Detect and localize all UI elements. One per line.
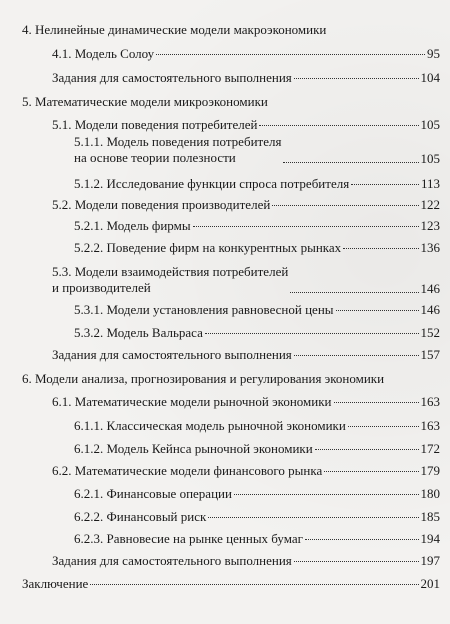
toc-page-number: 105 [420, 117, 440, 132]
toc-leader-dots [294, 78, 419, 79]
toc-leader-dots [272, 205, 418, 206]
toc-page-number: 95 [427, 46, 440, 61]
toc-entry-5-2[interactable] [52, 197, 440, 212]
toc-entry-title: 6.1.2. Модель Кейнса рыночной экономики [74, 441, 313, 456]
toc-leader-dots [324, 471, 418, 472]
toc-entry-title: 6.2.2. Финансовый риск [74, 509, 207, 524]
toc-entry-title: 6.2. Математические модели финансового рынка [52, 463, 323, 478]
toc-entry-6-2[interactable] [52, 463, 440, 478]
toc-leader-dots [336, 310, 419, 311]
toc-entry-5-3-2[interactable] [74, 325, 440, 340]
toc-entry-6-1-2[interactable] [74, 441, 440, 456]
toc-entry-5-2-1[interactable] [74, 218, 440, 233]
toc-page-number: 163 [420, 394, 440, 409]
toc-page-number: 179 [420, 463, 440, 478]
toc-entry-title: 4.1. Модель Солоу [52, 46, 155, 61]
toc-entry-title-line2: на основе теории полезности [74, 150, 236, 165]
toc-leader-dots [90, 584, 418, 585]
toc-entry-title: 5.3.2. Модель Вальраса [74, 325, 203, 340]
toc-leader-dots [334, 402, 419, 403]
toc-leader-dots [283, 162, 418, 163]
toc-page-number: 146 [420, 281, 440, 296]
toc-leader-dots [294, 355, 419, 356]
toc-entry-5-2-2[interactable] [74, 240, 440, 255]
toc-entry-title: 5.2.2. Поведение фирм на конкурентных рынках [74, 240, 342, 255]
toc-entry-6-2-2[interactable] [74, 509, 440, 524]
toc-page-number: 123 [420, 218, 440, 233]
toc-page-number: 104 [420, 70, 440, 85]
toc-entry-title: 6.2.1. Финансовые операции [74, 486, 232, 501]
toc-entry-title: 5.1. Модели поведения потребителей [52, 117, 258, 132]
toc-leader-dots [294, 561, 419, 562]
toc-leader-dots [156, 54, 425, 55]
toc-page-number: 201 [420, 576, 440, 591]
toc-page-number: 113 [420, 176, 440, 191]
toc-entry-6-tasks[interactable] [52, 553, 440, 568]
toc-entry-conclusion[interactable] [22, 576, 440, 591]
toc-leader-dots [305, 539, 419, 540]
toc-entry-title: 6.2.3. Равновесие на рынке ценных бумаг [74, 531, 303, 546]
toc-leader-dots [234, 494, 419, 495]
toc-entry-title: 5.2.1. Модель фирмы [74, 218, 191, 233]
toc-page-number: 185 [420, 509, 440, 524]
toc-page-number: 146 [420, 302, 440, 317]
toc-entry-title: 5.3.1. Модели установления равновесной цены [74, 302, 334, 317]
toc-entry-6-1[interactable] [52, 394, 440, 409]
toc-entry-title [74, 134, 281, 166]
toc-page-number: 105 [420, 151, 440, 166]
toc-leader-dots [290, 292, 418, 293]
toc-page-number: 180 [420, 486, 440, 501]
toc-leader-dots [348, 426, 419, 427]
toc-entry-title: Задания для самостоятельного выполнения [52, 347, 292, 362]
toc-entry-4-tasks[interactable] [52, 70, 440, 85]
toc-entry-title-line1: 5.3. Модели взаимодействия потребителей [52, 264, 289, 279]
toc-entry-title: Задания для самостоятельного выполнения [52, 553, 292, 568]
toc-entry-5-3-1[interactable] [74, 302, 440, 317]
toc-entry-6-2-1[interactable] [74, 486, 440, 501]
toc-entry-title: Заключение [22, 576, 89, 591]
toc-page-number: 122 [420, 197, 440, 212]
toc-leader-dots [343, 248, 418, 249]
toc-page-number: 163 [420, 418, 440, 433]
toc-page-number: 152 [420, 325, 440, 340]
toc-entry-5-1-1[interactable] [74, 134, 440, 166]
toc-page-number: 172 [420, 441, 440, 456]
toc-leader-dots [351, 184, 419, 185]
toc-entry-title: 6.1.1. Классическая модель рыночной экономики [74, 418, 346, 433]
toc-entry-6-2-3[interactable] [74, 531, 440, 546]
toc-entry-title: Задания для самостоятельного выполнения [52, 70, 292, 85]
toc-entry-4-1[interactable] [52, 46, 440, 61]
toc-leader-dots [205, 333, 419, 334]
toc-chapter-4-heading: 4. Нелинейные динамические модели макроэкономики [22, 22, 327, 37]
toc-leader-dots [193, 226, 419, 227]
toc-page-number: 197 [420, 553, 440, 568]
toc-page-number: 157 [420, 347, 440, 362]
toc-entry-title-line2: и производителей [52, 280, 151, 295]
toc-entry-title: 5.1.2. Исследование функции спроса потребителя [74, 176, 350, 191]
toc-entry-5-1-2[interactable] [74, 176, 440, 191]
toc-entry-5-1[interactable] [52, 117, 440, 132]
toc-entry-6-1-1[interactable] [74, 418, 440, 433]
toc-entry-title: 5.2. Модели поведения производителей [52, 197, 271, 212]
toc-chapter-5-heading: 5. Математические модели микроэкономики [22, 94, 268, 109]
toc-entry-5-3[interactable] [52, 264, 440, 296]
toc-page-number: 194 [420, 531, 440, 546]
toc-entry-title [52, 264, 288, 296]
toc-chapter-6-heading: 6. Модели анализа, прогнозирования и регулирования экономики [22, 371, 385, 386]
toc-entry-5-tasks[interactable] [52, 347, 440, 362]
toc-entry-title-line1: 5.1.1. Модель поведения потребителя [74, 134, 282, 149]
toc-entry-title: 6.1. Математические модели рыночной экономики [52, 394, 332, 409]
toc-page-number: 136 [420, 240, 440, 255]
toc-leader-dots [208, 517, 418, 518]
toc-leader-dots [259, 125, 418, 126]
toc-leader-dots [315, 449, 419, 450]
